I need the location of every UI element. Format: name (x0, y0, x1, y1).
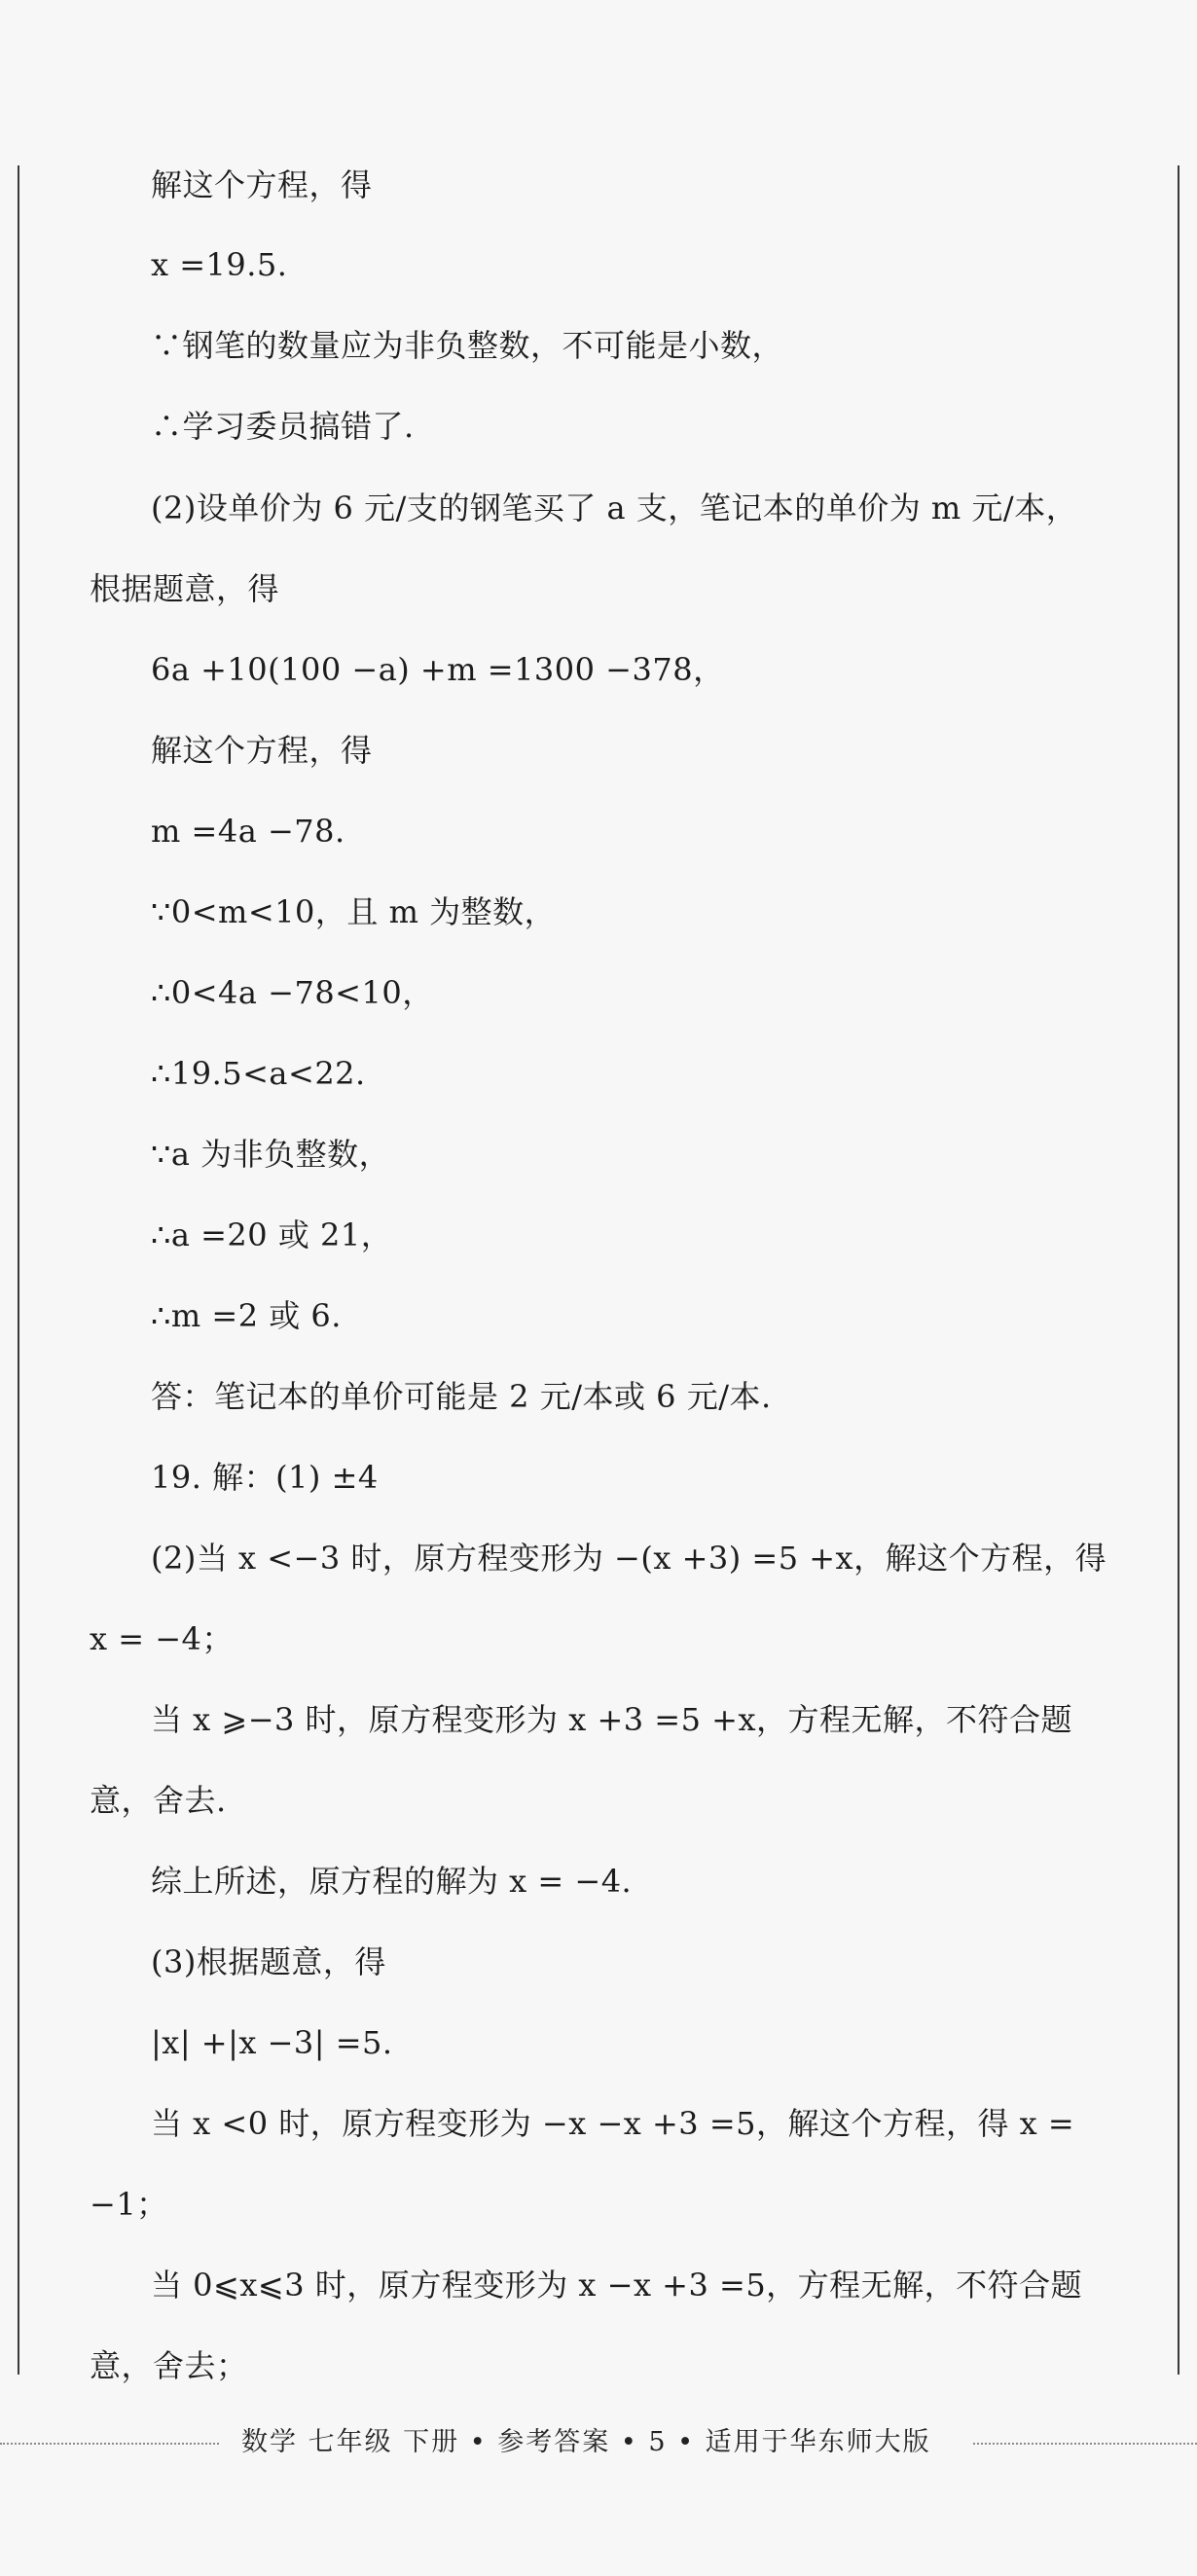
text-line: 解这个方程，得 (151, 732, 373, 769)
text-line: ∵钢笔的数量应为非负整数，不可能是小数， (151, 327, 784, 364)
page-footer (0, 2423, 1197, 2462)
text-line: ∴m =2 或 6. (151, 1297, 342, 1334)
footer-dotted-rule-left (0, 2443, 219, 2445)
text-line: ∴a =20 或 21， (151, 1216, 393, 1253)
text-line: (2)设单价为 6 元/支的钢笔买了 a 支，笔记本的单价为 m 元/本， (151, 490, 1078, 526)
text-line: 解这个方程，得 (151, 166, 373, 203)
text-line: x = −4； (90, 1620, 234, 1657)
text-line: 当 x ⩾−3 时，原方程变形为 x +3 =5 +x，方程无解，不符合题 (151, 1701, 1072, 1738)
text-line: 意，舍去. (90, 1782, 227, 1819)
text-line: m =4a −78. (151, 813, 345, 850)
text-line: ∵a 为非负整数， (151, 1136, 391, 1173)
text-line: 当 0⩽x⩽3 时，原方程变形为 x −x +3 =5，方程无解，不符合题 (151, 2267, 1083, 2304)
text-line: ∵0<m<10，且 m 为整数， (151, 893, 557, 930)
footer-text: 数学 七年级 下册 • 参考答案 • 5 • 适用于华东师大版 (241, 2427, 931, 2457)
text-line: 综上所述，原方程的解为 x = −4. (151, 1863, 633, 1900)
text-line: 6a +10(100 −a) +m =1300 −378， (151, 651, 725, 688)
text-line: ∴学习委员搞错了. (151, 408, 415, 445)
text-line: (2)当 x <−3 时，原方程变形为 −(x +3) =5 +x，解这个方程，得 (151, 1540, 1107, 1577)
right-margin-rule (1178, 165, 1179, 2375)
left-margin-rule (18, 165, 19, 2375)
text-line: (3)根据题意，得 (151, 1943, 386, 1980)
text-line: ∴19.5<a<22. (151, 1055, 366, 1092)
text-line: 答：笔记本的单价可能是 2 元/本或 6 元/本. (151, 1378, 772, 1415)
text-line: |x| +|x −3| =5. (151, 2024, 393, 2061)
text-line: 当 x <0 时，原方程变形为 −x −x +3 =5，解这个方程，得 x = (151, 2105, 1075, 2142)
text-line: x =19.5. (151, 246, 288, 283)
text-line: 意，舍去； (90, 2347, 248, 2384)
text-line: ∴0<4a −78<10， (151, 974, 434, 1011)
footer-dotted-rule-right (973, 2443, 1197, 2445)
text-line: −1； (90, 2186, 168, 2223)
text-line: 根据题意，得 (90, 570, 280, 607)
text-line: 19. 解：(1) ±4 (151, 1459, 379, 1496)
